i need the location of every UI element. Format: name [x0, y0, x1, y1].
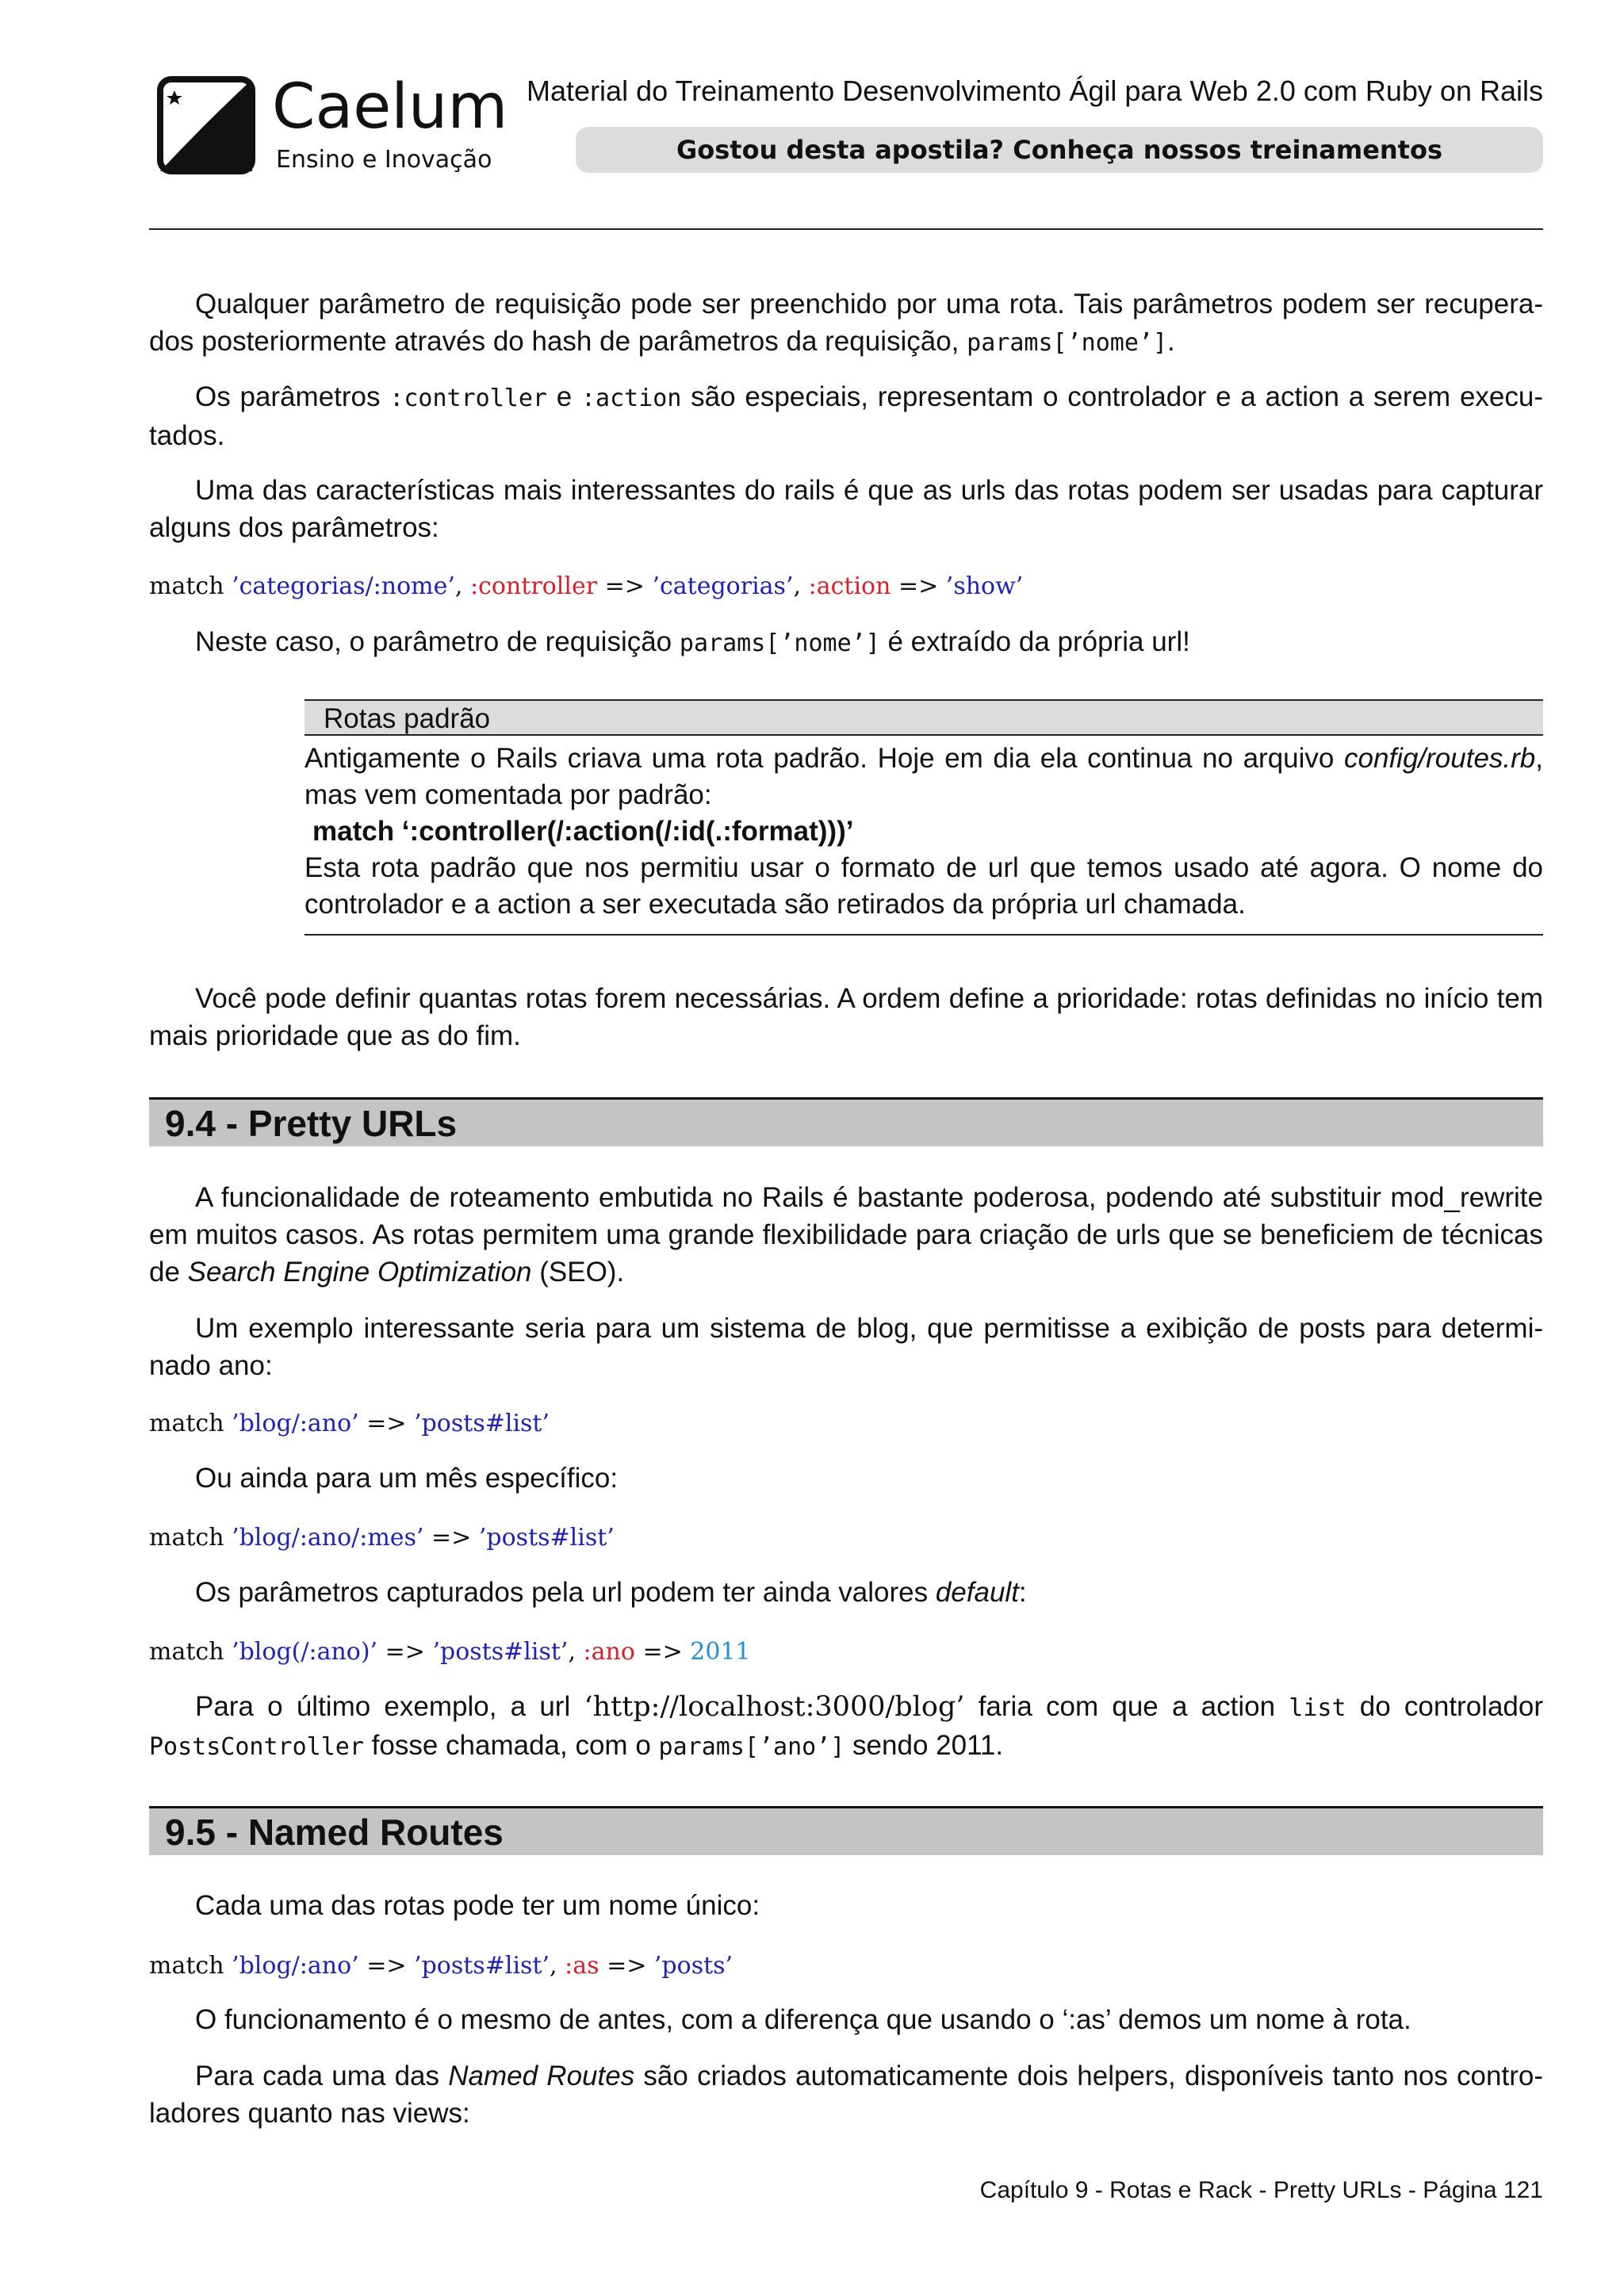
code-blog-optional-ano-route: match ’blog(/:ano)’ => ’posts#list’, :ano => 2011: [149, 1638, 751, 1666]
code-blog-ano-route: match ’blog/:ano’ => ’posts#list’: [149, 1410, 550, 1437]
paragraph-last-example: Para o último exemplo, a url ‘http://localhost:3000/blog’ faria com que a action list do controlador PostsController fosse chamada, com o params[’ano’] sendo 2011.: [149, 1691, 1544, 1761]
header-divider: [149, 228, 1543, 230]
logo-name: Caelum: [272, 71, 508, 143]
trainings-cta-button[interactable]: Gostou desta apostila? Conheça nossos treinamentos: [576, 127, 1543, 173]
note-bottom-rule: [304, 934, 1543, 936]
note-content: Antigamente o Rails criava uma rota padrão. Hoje em dia ela continua no arquivo config/routes.rb, mas vem comentada por padrão: match ‘:controller(/:action(/:id(.:format)))’ Esta rota padrão que nos permitiu usar o formato de url que temos usado até agora. O nome do controlador e a action a ser executada são retirados da própria url chamada.: [304, 743, 1543, 920]
paragraph-routing-power: A funcionalidade de roteamento embutida no Rails é bastante poderosa, podendo até substituir mod_rewrite em muitos casos. As rotas permitem uma grande flexibilidade para criação de urls que se beneficiem de técnicas de Search Engine Optimization (SEO).: [149, 1182, 1543, 1288]
paragraph-special-params: Os parâmetros :controller e :action são especiais, representam o controlador e a action a serem execu-tados.: [149, 381, 1543, 451]
course-title: Material do Treinamento Desenvolvimento Ágil para Web 2.0 com Ruby on Rails: [527, 75, 1543, 107]
note-title: Rotas padrão: [304, 699, 1543, 736]
note-default-route-code: match ‘:controller(/:action(/:id(.:format)))’: [312, 816, 854, 847]
caelum-logo-icon: [157, 76, 255, 174]
section-heading-pretty-urls: [149, 1097, 1543, 1146]
page-header: [149, 63, 1543, 174]
paragraph-named-route-helpers: Para cada uma das Named Routes são criados automaticamente dois helpers, disponíveis tanto nos contro-ladores quanto nas views:: [149, 2061, 1543, 2129]
paragraph-blog-example: Um exemplo interessante seria para um sistema de blog, que permitisse a exibição de posts para determi-nado ano:: [149, 1313, 1543, 1381]
code-categorias-route: match ’categorias/:nome’, :controller => ’categorias’, :action => ’show’: [149, 572, 1024, 600]
paragraph-default-values: Os parâmetros capturados pela url podem ter ainda valores default:: [195, 1577, 1027, 1608]
paragraph-route-priority: Você pode definir quantas rotas forem necessárias. A ordem define a prioridade: rotas definidas no início tem mais prioridade que as do fim.: [149, 983, 1543, 1051]
page-footer: Capítulo 9 - Rotas e Rack - Pretty URLs - Página 121: [979, 2177, 1543, 2203]
paragraph-month-example: Ou ainda para um mês específico:: [195, 1463, 619, 1494]
code-named-route: match ’blog/:ano’ => ’posts#list’, :as => ’posts’: [149, 1952, 733, 1980]
section-title: 9.5 - Named Routes: [165, 1812, 504, 1853]
section-heading-named-routes: [149, 1806, 1543, 1855]
code-blog-ano-mes-route: match ’blog/:ano/:mes’ => ’posts#list’: [149, 1524, 615, 1552]
paragraph-unique-name: Cada uma das rotas pode ter um nome único:: [195, 1890, 760, 1921]
paragraph-param-extracted: Neste caso, o parâmetro de requisição params[’nome’] é extraído da própria url!: [195, 626, 1190, 657]
paragraph-url-capture: Uma das características mais interessantes do rails é que as urls das rotas podem ser usadas para capturar alguns dos parâmetros:: [149, 475, 1543, 543]
section-title: 9.4 - Pretty URLs: [165, 1103, 458, 1144]
caelum-logo[interactable]: [157, 70, 508, 174]
logo-tagline: Ensino e Inovação: [276, 146, 492, 174]
paragraph-as-option: O funcionamento é o mesmo de antes, com a diferença que usando o ‘:as’ demos um nome à rota.: [195, 2004, 1411, 2035]
note-default-routes: [304, 699, 1543, 936]
paragraph-request-params: Qualquer parâmetro de requisição pode ser preenchido por uma rota. Tais parâmetros podem ser recupera-dos posteriormente através do hash de parâmetros da requisição, params[’nome’].: [149, 289, 1543, 357]
